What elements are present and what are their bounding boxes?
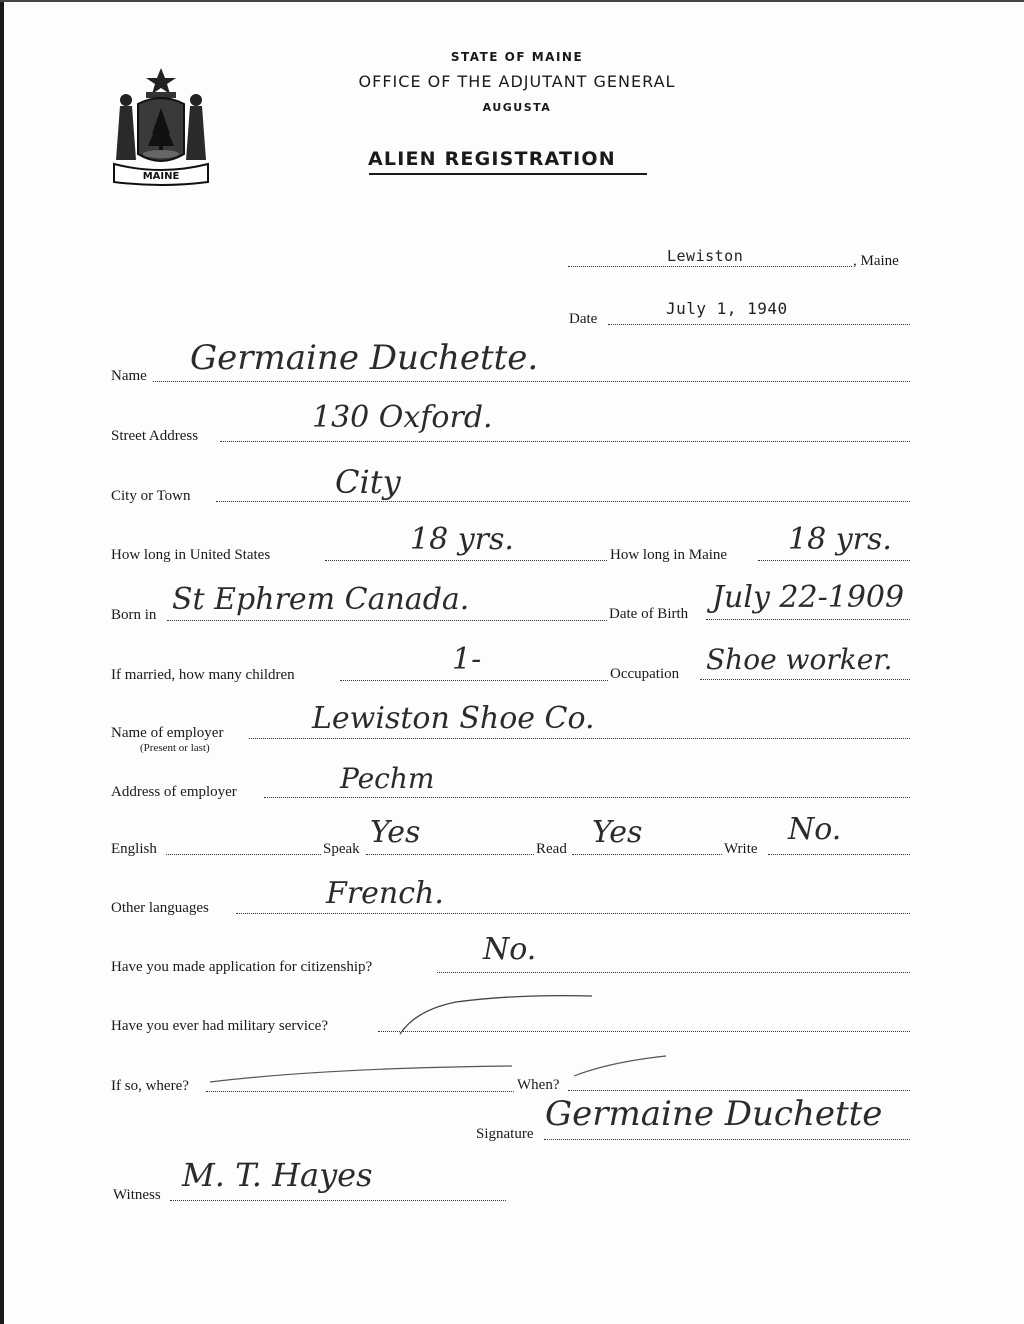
city-field-line: [216, 501, 910, 502]
scan-edge: [0, 0, 4, 1324]
city-line: [568, 266, 852, 267]
write-value: No.: [788, 812, 842, 847]
dob-value: July 22-1909: [712, 580, 905, 615]
signature-label: Signature: [476, 1126, 534, 1142]
write-line: [768, 854, 910, 855]
born-in-value: St Ephrem Canada.: [172, 582, 470, 617]
header-office: OFFICE OF THE ADJUTANT GENERAL: [358, 72, 676, 91]
maine-duration-line: [758, 560, 910, 561]
city-value: City: [335, 463, 401, 501]
read-label: Read: [536, 841, 567, 857]
speak-label: Speak: [323, 841, 360, 857]
other-languages-label: Other languages: [111, 900, 209, 916]
when-line: [568, 1090, 910, 1091]
dash-stroke: [396, 990, 596, 1040]
seal-text: MAINE: [142, 171, 180, 182]
street-value: 130 Oxford.: [312, 400, 493, 435]
military-label: Have you ever had military service?: [111, 1018, 328, 1034]
other-languages-value: French.: [326, 876, 444, 911]
dob-line: [706, 619, 910, 620]
maine-duration-value: 18 yrs.: [788, 522, 892, 557]
employer-value: Lewiston Shoe Co.: [312, 701, 595, 736]
signature-value: Germaine Duchette: [545, 1094, 883, 1134]
name-label: Name: [111, 368, 147, 384]
citizenship-line: [437, 972, 910, 973]
location-city: Lewiston: [667, 247, 744, 265]
employer-address-value: Pechm: [340, 762, 435, 795]
employer-address-label: Address of employer: [111, 784, 237, 800]
form-title: ALIEN REGISTRATION: [368, 148, 616, 170]
other-languages-line: [236, 913, 910, 914]
witness-line: [170, 1200, 506, 1201]
children-label: If married, how many children: [111, 667, 295, 683]
name-value: Germaine Duchette.: [190, 338, 539, 378]
read-value: Yes: [592, 815, 643, 850]
witness-value: M. T. Hayes: [182, 1156, 373, 1194]
dash-stroke-when: [570, 1052, 670, 1082]
street-label: Street Address: [111, 428, 199, 444]
maine-duration-label: How long in Maine: [610, 547, 728, 563]
date-label: Date: [569, 311, 598, 327]
street-line: [220, 441, 910, 442]
where-line: [206, 1091, 514, 1092]
occupation-label: Occupation: [610, 666, 680, 682]
when-label: When?: [517, 1077, 560, 1093]
english-label: English: [111, 841, 157, 857]
born-in-line: [167, 620, 607, 621]
citizenship-value: No.: [483, 932, 537, 967]
date-value: July 1, 1940: [666, 299, 788, 318]
us-duration-label: How long in United States: [111, 547, 271, 563]
date-line: [608, 324, 910, 325]
children-line: [340, 680, 608, 681]
location-state-label: , Maine: [853, 253, 899, 269]
read-line: [572, 854, 722, 855]
employer-label: Name of employer: [111, 725, 224, 741]
city-label: City or Town: [111, 488, 191, 504]
occupation-line: [700, 679, 910, 680]
signature-line: [544, 1139, 910, 1140]
children-value: 1-: [452, 642, 482, 677]
employer-sublabel: (Present or last): [140, 742, 210, 754]
speak-value: Yes: [370, 815, 421, 850]
where-label: If so, where?: [111, 1078, 189, 1094]
speak-line: [366, 854, 534, 855]
header-city: AUGUSTA: [482, 101, 552, 114]
dob-label: Date of Birth: [609, 606, 689, 622]
occupation-value: Shoe worker.: [706, 643, 893, 676]
english-line: [166, 854, 321, 855]
us-duration-value: 18 yrs.: [410, 522, 514, 557]
citizenship-label: Have you made application for citizenship?: [111, 959, 373, 975]
witness-label: Witness: [113, 1187, 161, 1203]
dash-stroke-where: [206, 1060, 516, 1090]
us-duration-line: [325, 560, 607, 561]
employer-line: [249, 738, 910, 739]
name-line: [153, 381, 910, 382]
write-label: Write: [724, 841, 758, 857]
scan-edge-top: [0, 0, 1024, 2]
title-underline: [369, 173, 647, 175]
header-state: STATE OF MAINE: [450, 50, 584, 64]
born-in-label: Born in: [111, 607, 157, 623]
employer-address-line: [264, 797, 910, 798]
